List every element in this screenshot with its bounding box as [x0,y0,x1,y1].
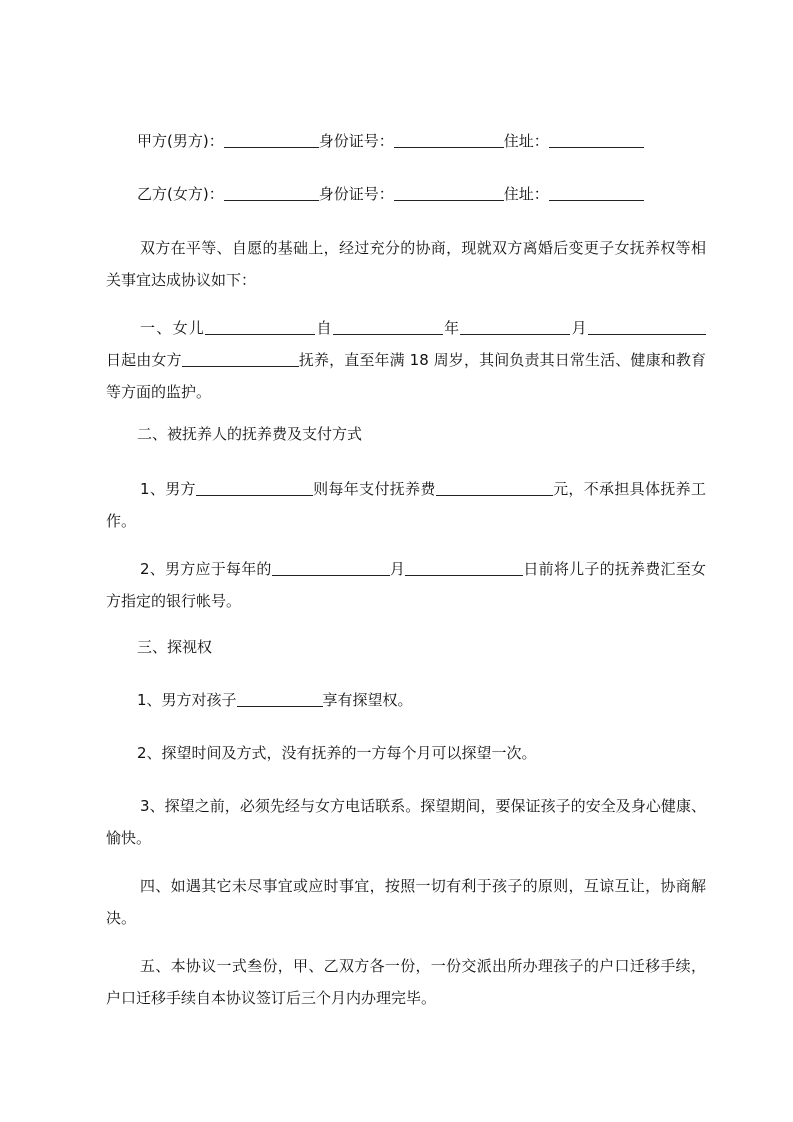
party-a-name-blank[interactable] [224,132,319,148]
child-name-blank[interactable] [237,691,323,707]
clause-1-paragraph [106,312,706,408]
clause-1-part5: 日起由女方 [106,351,182,369]
custodian-name-blank[interactable] [182,351,299,367]
party-b-address-label: 住址： [503,185,549,203]
item-2-2-part1: 2、男方应于每年的 [140,560,272,578]
clause-1-part3: 年 [442,319,461,337]
clause-4-paragraph: 四、如遇其它未尽事宜或应时事宜，按照一切有利于孩子的原则，互谅互让，协商解决。 [106,877,706,927]
item-2-1-part2: 则每年支付抚养费 [312,480,436,498]
item-2-1-part3: 元，不承担具体抚养工作。 [106,480,706,530]
party-b-id-label: 身份证号： [318,185,394,203]
clause-1-part1: 一、女儿 [140,319,206,337]
party-b-address-blank[interactable] [549,185,644,201]
payment-day-blank[interactable] [405,560,523,576]
party-a-label: 甲方(男方)： [137,132,224,150]
clause-1-part6: 抚养，直至年满 18 周岁，其间负责其日常生活、健康和教育等方面的监护。 [106,351,706,401]
clause-1-part4: 月 [570,319,588,337]
party-b-name-blank[interactable] [224,185,319,201]
section-2-title: 二、被抚养人的抚养费及支付方式 [137,425,363,443]
party-a-id-blank[interactable] [394,132,504,148]
item-2-2-paragraph [106,553,706,617]
party-a-id-label: 身份证号： [318,132,394,150]
start-day-blank-b[interactable] [676,319,706,335]
party-a-line [137,131,644,151]
item-2-2-part2: 月 [389,560,406,578]
item-3-2-line: 2、探望时间及方式，没有抚养的一方每个月可以探望一次。 [137,744,537,762]
clause-5-paragraph: 五、本协议一式叁份，甲、乙双方各一份，一份交派出所办理孩子的户口迁移手续，户口迁移手续自本协议签订后三个月内办理完毕。 [106,957,706,1007]
intro-paragraph: 双方在平等、自愿的基础上，经过充分的协商，现就双方离婚后变更子女抚养权等相关事宜达成协议如下： [106,239,706,289]
party-b-id-blank[interactable] [394,185,504,201]
section-3-title: 三、探视权 [137,638,213,656]
item-2-2-part3: 日前将儿子的抚养费汇至女方指定的银行帐号。 [106,560,706,610]
item-3-1-part1: 1、男方对孩子 [137,691,237,709]
item-2-1-paragraph [106,473,706,537]
party-a-address-label: 住址： [503,132,549,150]
support-amount-blank[interactable] [436,480,553,496]
party-b-line [137,184,644,204]
clause-1-part2: 自 [315,319,333,337]
party-b-label: 乙方(女方)： [137,185,224,203]
item-2-1-part1: 1、男方 [140,480,196,498]
start-month-blank[interactable] [460,319,570,335]
start-year-blank[interactable] [333,319,443,335]
payment-month-blank[interactable] [272,560,390,576]
item-3-1-part2: 享有探望权。 [322,691,413,709]
item-3-1-line [137,690,413,710]
start-day-blank-a[interactable] [588,319,676,335]
item-3-3-paragraph: 3、探望之前，必须先经与女方电话联系。探望期间，要保证孩子的安全及身心健康、愉快。 [106,797,706,847]
father-name-blank[interactable] [196,480,313,496]
daughter-name-blank[interactable] [205,319,315,335]
party-a-address-blank[interactable] [549,132,644,148]
